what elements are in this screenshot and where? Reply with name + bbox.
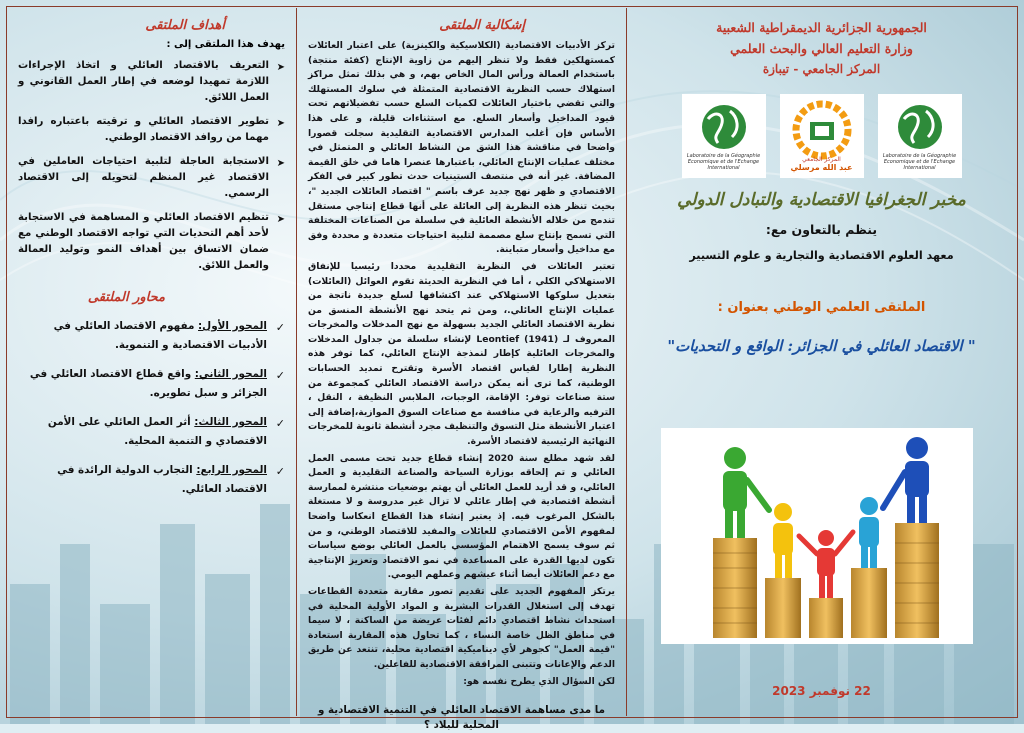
university-logo: المركز الجامعي عبد الله مرسلي [780,94,864,178]
goals-title: أهداف الملتقى [145,18,225,33]
problem-panel [298,8,625,732]
blue-figure [883,437,929,523]
goals-panel [8,8,295,716]
goals-intro: يهدف هذا الملتقى إلى : [166,39,285,50]
problem-title: إشكالية الملتقى [439,18,525,33]
green-figure [723,447,769,538]
goal-item: ➤ تنظيم الاقتصاد العائلي و المساهمة في الاستجابة لأحد أهم التحديات التي تواجه الاقتصاد الوطني مع ضمان الاتساق بين أهداف النمو وتوليد العمالة والعمل اللائق. [18,212,285,271]
lightblue-figure [859,497,879,568]
check-icon: ✓ [275,417,285,430]
check-icon: ✓ [275,465,285,478]
globe-icon [890,101,950,153]
goal-item: ➤ التعريف بالاقتصاد العائلي و اتخاذ الإجراءات اللازمة تمهيدا لوضعه في إطار العمل القانوني و العمل اللائق. [18,60,285,103]
goal-item: ➤ تطوير الاقتصاد العائلي و ترقيته باعتباره رافدا مهما من روافد الاقتصاد الوطني. [18,116,285,143]
red-figure [799,530,853,598]
problem-paragraph: يرتكز المفهوم الجديد على تقديم تصور مقاربة متعددة القطاعات تهدف إلى استغلال القدرات البشرية و المواد الأولية المحلية في استحداث نشاط اقتصادي دائم لفئات عريضة من الساكنة ، لا سيما في مناطق الظل خاصة النساء ، كما تحاول هذه المقاربة استعادة "قيمة العمل" كجوهر لأي ديناميكية اقتصادية محلية، تنتعد عن طريق الدعم والإعانات وتتبنى المرافقة الاقتصادية للفاعلين. [308,585,615,670]
goals-list [18,58,285,274]
globe-icon [694,101,754,153]
problem-paragraph: لكن السؤال الذي يطرح نفسه هو: [463,675,615,687]
conference-label: الملتقى العلمي الوطني بعنوان : [717,300,926,315]
axis-item: ✓ المحور الرابع: التجارب الدولية الرائدة في الاقتصاد العائلي. [57,464,285,495]
yellow-figure [773,503,793,578]
lab-title: مخبر الجغرافيا الاقتصادية والتبادل الدولي [677,190,966,210]
axes-list [18,317,285,499]
arrow-bullet-icon: ➤ [276,62,285,73]
arrow-bullet-icon: ➤ [276,214,285,225]
conference-title: " الاقتصاد العائلي في الجزائر: الواقع و التحديات" [667,337,976,355]
cover-panel [627,8,1016,716]
republic-header: الجمهورية الجزائرية الديمقراطية الشعبية [716,20,927,35]
research-question: ما مدى مساهمة الاقتصاد العائلي في التنمية الاقتصادية و المحلية للبلاد ؟ [318,704,605,732]
check-icon: ✓ [275,369,285,382]
check-icon: ✓ [275,321,285,334]
lab-logo-left: Laboratoire de la Géographie Economique et de l'Echange International [682,94,766,178]
institute-name: معهد العلوم الاقتصادية والتجارية و علوم التسيير [689,249,954,262]
lab-logo-right: Laboratoire de la Géographie Economique et de l'Echange International [878,94,962,178]
ministry-header: وزارة التعليم العالي والبحث العلمي [730,41,913,56]
axis-item: ✓ المحور الثاني: واقع قطاع الاقتصاد العائلي في الجزائر و سبل تطويره. [29,368,285,399]
problem-body [308,39,615,689]
axis-item: ✓ المحور الثالث: أثر العمل العائلي على الأمن الاقتصادي و التنمية المحلية. [47,416,285,447]
logos-row [637,94,1006,178]
axes-title: محاور الملتقى [87,290,165,305]
goal-item: ➤ الاستجابة العاجلة لتلبية احتياجات العاملين في الاقتصاد غير المنظم لتحويله إلى الاقتصاد الرسمي. [18,156,285,199]
family-growth-illustration [661,428,973,644]
family-on-coin-stacks-image [661,428,973,644]
axis-item: ✓ المحور الأول: مفهوم الاقتصاد العائلي في الأدبيات الاقتصادية و التنموية. [53,320,285,351]
conference-date: 22 نوفمبر 2023 [772,684,871,698]
organizes-label: ينظم بالتعاون مع: [765,222,878,237]
column-divider-left [296,8,297,716]
arrow-bullet-icon: ➤ [276,158,285,169]
problem-paragraph: تركز الأدبيات الاقتصادية (الكلاسيكية والكينزية) على اعتبار العائلات كمستهلكين فقط ولا تنظر إليهم من زاوية الإنتاج (كفئة منتجة) باستخدام العمالة ورأس المال الخاص بهم، و هي بذلك تمثل مراكز استهلاك حسب النظرية الاقتصادية المتمثلة في سلوك المستهلك والتي تقضي باختيار العائلات لكميات السلع حسب تفضيلاتهم تحت قيود المداخيل وأسعار السلع. مع استثناءات قليلة، و على هذا الأساس فإن أغلب المدارس الاقتصادية التقليدية سجلت قصورا واضحا في مناقشة هذا الشق من النشاط العائلي و المتمثل في مختلف عمليات الإنتاج العائلي، باعتبارها عنصرا هاما في خلق القيمة المضافة. غير أنه في منتصف الستينيات حدث تطور كبير في الفكر الاقتصادي و ظهر نهج جديد عرف باسم " اقتصاد العائلات الجديد "، بحيث تنظر هذه النظرية إلى العائلة على أنها قطاع إنتاجي مستقل تندمج من خلاله الأنشطة العائلية في سلسلة من الصناعات المختلفة التي تسمح بإنتاج سلع مصممة لتلبية احتياجات متعددة و محددة وفق مع مداخيل وأسعار متباينة. [308,40,615,256]
university-header: المركز الجامعي - تيبازة [762,62,881,76]
problem-paragraph: لقد شهد مطلع سنة 2020 إنشاء قطاع جديد تحت مسمى العمل العائلي و تم إلحاقه بوزارة السياحة والصناعة التقليدية و العمل العائلي، و قد أريد للعمل العائلي أن يهتم بوضعيات منتشرة لممارسة أنشطة اقتصادية في إطار عائلي لا تزال غير مدروسة و لا مستغلة بالشكل المرغوب فيه. إذ يعتبر إنشاء هذا القطاع انعكاسا واضحا لمفهوم الأمن الاقتصادي للعائلات والمفيد للاقتصاد الوطني، و من ثم سوف يسمح الاهتمام المؤسسي بالعمل العائلي بوضع سياسات تكون لديها القدرة على المساعدة في نمو الاقتصاد وتعزيز الإنتاجية مع دعم العائلات أيضا أثناء عيشهم وعملهم اليومي. [308,452,615,581]
problem-paragraph: تعتبر العائلات في النظرية التقليدية محددا رئيسيا للإنفاق الاستهلاكي الكلي ، أما في النظرية الحديثة تقوم العوائل (العائلات) بتعديل سلوكها الاستهلاكي عند اكتشافها لسلع جديدة ناتجة من عمليات الإنتاج العائلي.، ومن ثم يتحد نهج الأنشطة المنسق من نظرية الاقتصاد العائلي الجديد بسهولة مع نهج المدخلات والمخرجات المعروف لـ Leontief (1941) لإنشاء سلسلة من جداول المدخلات والمخرجات العائلية كإطار لنمذجة الإنتاج العائلي، كما توفر هذه النظرية إطارا لقياس اقتصاد الأسرة وتقترح تمديد الحسابات الوطنية، كما ترى أنه يمكن دراسة الاقتصاد العائلي كمجموعة من ستة صناعات توفر: الإقامة، الوجبات، الملابس النظيفة ، النقل ، الترفيه والرعاية في منافسة مع صناعات السوق الموازية،إضافة إلى اعتبار الأنشطة مثل التسوق والتنظيف مجرد أنشطة ثانوية للمخرجات النهائية الرئيسية لاقتصاد الأسرة. [308,260,615,448]
arrow-bullet-icon: ➤ [276,118,285,129]
